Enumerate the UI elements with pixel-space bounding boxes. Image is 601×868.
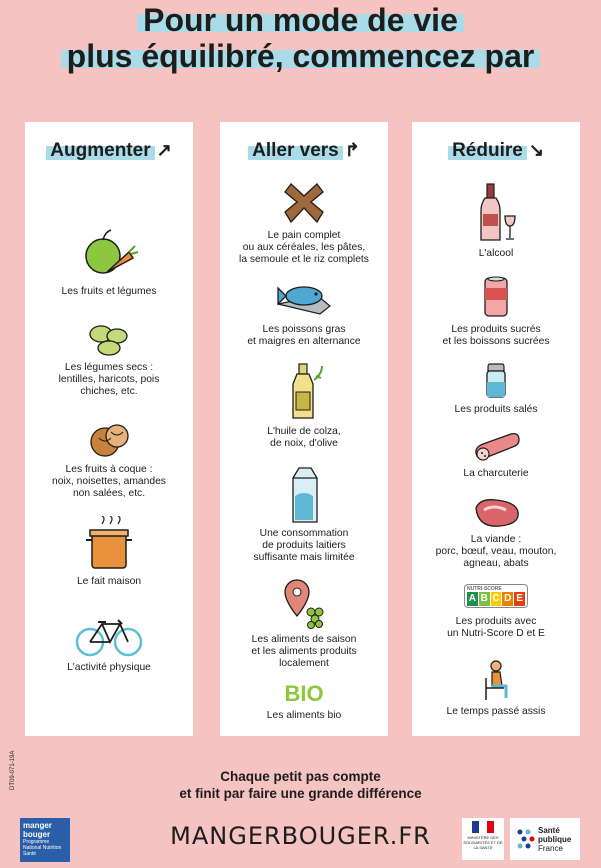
item-label: Les légumes secs : lentilles, haricots, pois chiches, etc. — [58, 362, 160, 397]
item-label: Les poissons gras et maigres en alternance — [247, 324, 361, 347]
logo-line: Santé — [538, 826, 560, 835]
item-label: Les fruits à coque : noix, noisettes, amandes non salées, etc. — [52, 464, 166, 499]
nutriscore-icon — [464, 584, 528, 608]
item-label: Le temps passé assis — [446, 706, 546, 717]
nutriscore-letter: B — [480, 593, 488, 604]
item-label: Le pain complet ou aux céréales, les pâtes, la semoule et le riz complets — [239, 230, 369, 265]
bio-icon: BIO — [284, 681, 324, 706]
soda-can-icon — [481, 274, 511, 320]
oil-bottle-icon — [284, 362, 324, 422]
list-item — [25, 322, 193, 398]
list-item — [412, 496, 580, 570]
column-reduire — [412, 122, 580, 736]
title-line-2: plus équilibré, commencez par — [61, 38, 541, 74]
sausage-icon — [471, 428, 521, 464]
item-label: La charcuterie — [463, 468, 529, 479]
title-line-1: Pour un mode de vie — [137, 2, 464, 38]
list-item — [220, 362, 388, 450]
item-label: Une consommation de produits laitiers suffisante mais limitée — [253, 528, 355, 563]
column-heading — [412, 140, 580, 162]
list-item — [25, 420, 193, 500]
tagline: Chaque petit pas compte et finit par faire une grande différence — [179, 769, 422, 801]
document-code: DT09-071-19A — [10, 750, 16, 790]
wine-icon — [473, 182, 519, 244]
arrow-up-right-icon: ↗ — [156, 140, 172, 160]
logo-line: publique — [538, 835, 572, 844]
nutriscore-letter: D — [504, 593, 512, 604]
item-label: Les fruits et légumes — [61, 286, 157, 297]
bread-pasta-icon — [281, 182, 327, 226]
item-label: Les aliments de saison et les aliments produits localement — [251, 634, 357, 669]
nutriscore-title: NUTRI-SCORE — [467, 586, 502, 592]
ministry-text: MINISTÈRE DES SOLIDARITÉS ET DE LA SANTÉ — [463, 835, 503, 850]
page-title — [0, 2, 601, 74]
fish-icon — [274, 274, 334, 320]
list-item — [25, 616, 193, 674]
list-item — [220, 182, 388, 266]
nutriscore-letter: A — [468, 593, 477, 604]
nutriscore-letter: E — [514, 592, 525, 606]
list-item — [25, 516, 193, 588]
sitting-person-icon — [478, 660, 514, 702]
item-label: L'huile de colza, de noix, d'olive — [267, 426, 341, 449]
list-item — [220, 274, 388, 348]
arrow-down-right-icon: ↘ — [528, 140, 544, 160]
column-heading — [25, 140, 193, 162]
logo-title: manger bouger — [23, 821, 52, 839]
list-item — [412, 428, 580, 480]
logo-subtitle: Programme National Nutrition Santé — [23, 839, 62, 857]
list-item — [412, 362, 580, 416]
item-label: Les produits avec un Nutri-Score D et E — [447, 616, 545, 639]
item-label: La viande : porc, bœuf, veau, mouton, agneau, abats — [435, 534, 557, 569]
item-label: Les produits salés — [454, 404, 538, 415]
list-item — [412, 274, 580, 348]
list-item — [412, 584, 580, 640]
salt-shaker-icon — [482, 362, 510, 400]
item-label: Les aliments bio — [266, 710, 342, 721]
milk-carton-icon — [287, 466, 321, 524]
column-aller-vers — [220, 122, 388, 736]
location-grapes-icon — [281, 578, 327, 630]
steak-icon — [470, 496, 522, 530]
list-item — [412, 660, 580, 718]
nuts-icon — [87, 420, 131, 460]
list-item — [220, 578, 388, 670]
cooking-pot-icon — [84, 516, 134, 572]
heading-label: Réduire — [448, 140, 527, 161]
legumes-icon — [87, 322, 131, 358]
bicycle-icon — [74, 616, 144, 658]
list-item — [220, 682, 388, 722]
arrow-turn-icon: ↱ — [344, 140, 360, 160]
republique-francaise-logo — [462, 818, 504, 860]
list-item — [412, 182, 580, 260]
nutriscore-letter: C — [492, 593, 500, 604]
column-augmenter — [25, 122, 193, 736]
heading-label: Augmenter — [46, 140, 154, 161]
item-label: Les produits sucrés et les boissons sucrées — [442, 324, 550, 347]
list-item — [220, 466, 388, 564]
logo-line: France — [538, 844, 563, 853]
website-link[interactable]: MANGERBOUGER.FR — [170, 822, 431, 850]
sante-publique-logo — [510, 818, 580, 860]
fruits-vegetables-icon — [79, 226, 139, 282]
flag-icon — [472, 821, 494, 833]
dots-icon — [516, 828, 536, 850]
item-label: Le fait maison — [76, 576, 142, 587]
column-heading — [220, 140, 388, 162]
list-item — [25, 226, 193, 298]
item-label: L'alcool — [478, 248, 514, 259]
item-label: L'activité physique — [67, 662, 151, 673]
heading-label: Aller vers — [248, 140, 343, 161]
